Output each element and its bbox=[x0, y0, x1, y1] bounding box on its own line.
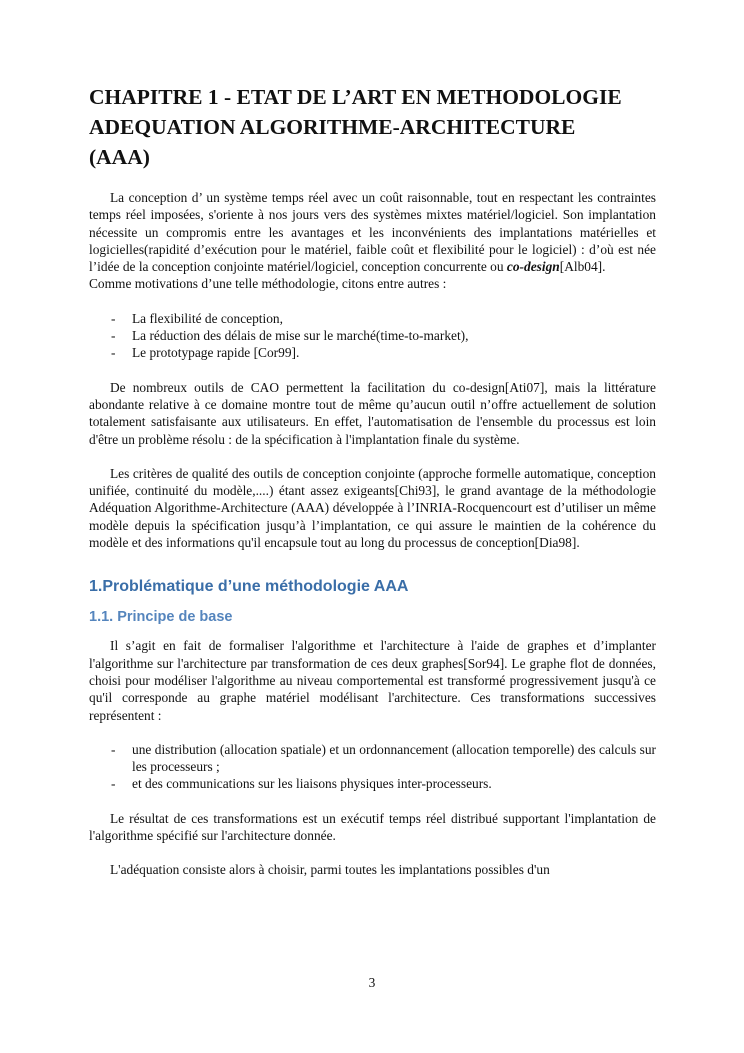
list-item: - Le prototypage rapide [Cor99]. bbox=[111, 345, 300, 361]
chapter-title bbox=[89, 82, 656, 172]
intro-paragraph-3: Les critères de qualité des outils de conception conjointe (approche formelle automatique, conception unifiée, continuité du modèle,....) étant assez exigeants[Chi93], le grand avantage de la méthodologie Adéquation Algorithme-Architecture (AAA) développée à l’INRIA-Rocquencourt est d’utiliser un même modèle depuis la spécification jusqu’à l’implantation, ce qui assure le maintien de la cohérence du modèle et des informations qu'il encapsule tout au long du processus de conception[Dia98]. bbox=[89, 465, 656, 551]
section-paragraph-2: Le résultat de ces transformations est un exécutif temps réel distribué supportant l'implantation de l'algorithme spécifié sur l'architecture donnée. bbox=[89, 810, 656, 844]
document-page bbox=[89, 82, 656, 879]
intro-paragraph-1 bbox=[89, 189, 656, 275]
chapter-title-line-3: (AAA) bbox=[89, 145, 150, 169]
motivations-intro: Comme motivations d’une telle méthodologie, citons entre autres : bbox=[89, 276, 447, 292]
subsection-heading: 1.1. Principe de base bbox=[89, 609, 233, 626]
list-dash: - bbox=[111, 345, 116, 361]
intro-citation: [Alb04]. bbox=[559, 259, 606, 275]
chapter-title-line-1: CHAPITRE 1 - ETAT DE L’ART EN METHODOLOGIE bbox=[89, 85, 622, 109]
list-dash: - bbox=[111, 310, 116, 326]
list-item: - La réduction des délais de mise sur le marché(time-to-market), bbox=[111, 328, 469, 344]
page-number: 3 bbox=[368, 975, 376, 990]
section-paragraph-1: Il s’agit en fait de formaliser l'algorithme et l'architecture à l'aide de graphes et d’implanter l'algorithme sur l'architecture par transformation de ces deux graphes[Sor94]. Le graphe flot de données, choisi pour modéliser l'algorithme au niveau comportemental est transformé progressivement jusqu'à ce qu'il corresponde au graphe matériel modélisant l'architecture. Ces transformations successives représentent : bbox=[89, 638, 656, 723]
list-dash: - bbox=[111, 776, 116, 792]
transformations-list bbox=[89, 741, 656, 793]
intro-paragraph-1-text: La conception d’ un système temps réel avec un coût raisonnable, tout en respectant les contraintes temps réel imposées, s'oriente à nos jours vers des systèmes mixtes matériel/logiciel. Son implantation nécessite un compromis entre les avantages et les inconvénients des implantations matérielles et logicielles(rapidité d’exécution pour le matériel, faible coût et flexibilité pour le logiciel) : d’où est née l’idée de la conception conjointe matériel/logiciel, conception concurrente ou bbox=[89, 190, 656, 275]
list-item: - La flexibilité de conception, bbox=[111, 310, 283, 326]
motivations-list bbox=[89, 310, 656, 362]
list-item: - et des communications sur les liaisons physiques inter-processeurs. bbox=[111, 776, 492, 792]
section-heading: 1.Problématique d’une méthodologie AAA bbox=[89, 578, 409, 596]
list-dash: - bbox=[111, 328, 116, 344]
co-design-term: co-design bbox=[506, 259, 560, 275]
section-paragraph-3: L'adéquation consiste alors à choisir, parmi toutes les implantations possibles d'un bbox=[110, 862, 550, 878]
intro-paragraph-2: De nombreux outils de CAO permettent la facilitation du co-design[Ati07], mais la littérature abondante relative à ce domaine montre tout de même qu’aucun outil n’offre actuellement de solution totalement satisfaisante aux utilisateurs. En effet, l'automatisation de l'ensemble du processus est loin d'être un problème résolu : de la spécification à l'implantation finale du système. bbox=[89, 379, 656, 447]
chapter-title-line-2: ADEQUATION ALGORITHME-ARCHITECTURE bbox=[89, 115, 576, 139]
list-item: - une distribution (allocation spatiale) et un ordonnancement (allocation temporelle) des calculs sur les processeurs ; bbox=[111, 741, 656, 775]
list-dash: - bbox=[111, 741, 116, 757]
